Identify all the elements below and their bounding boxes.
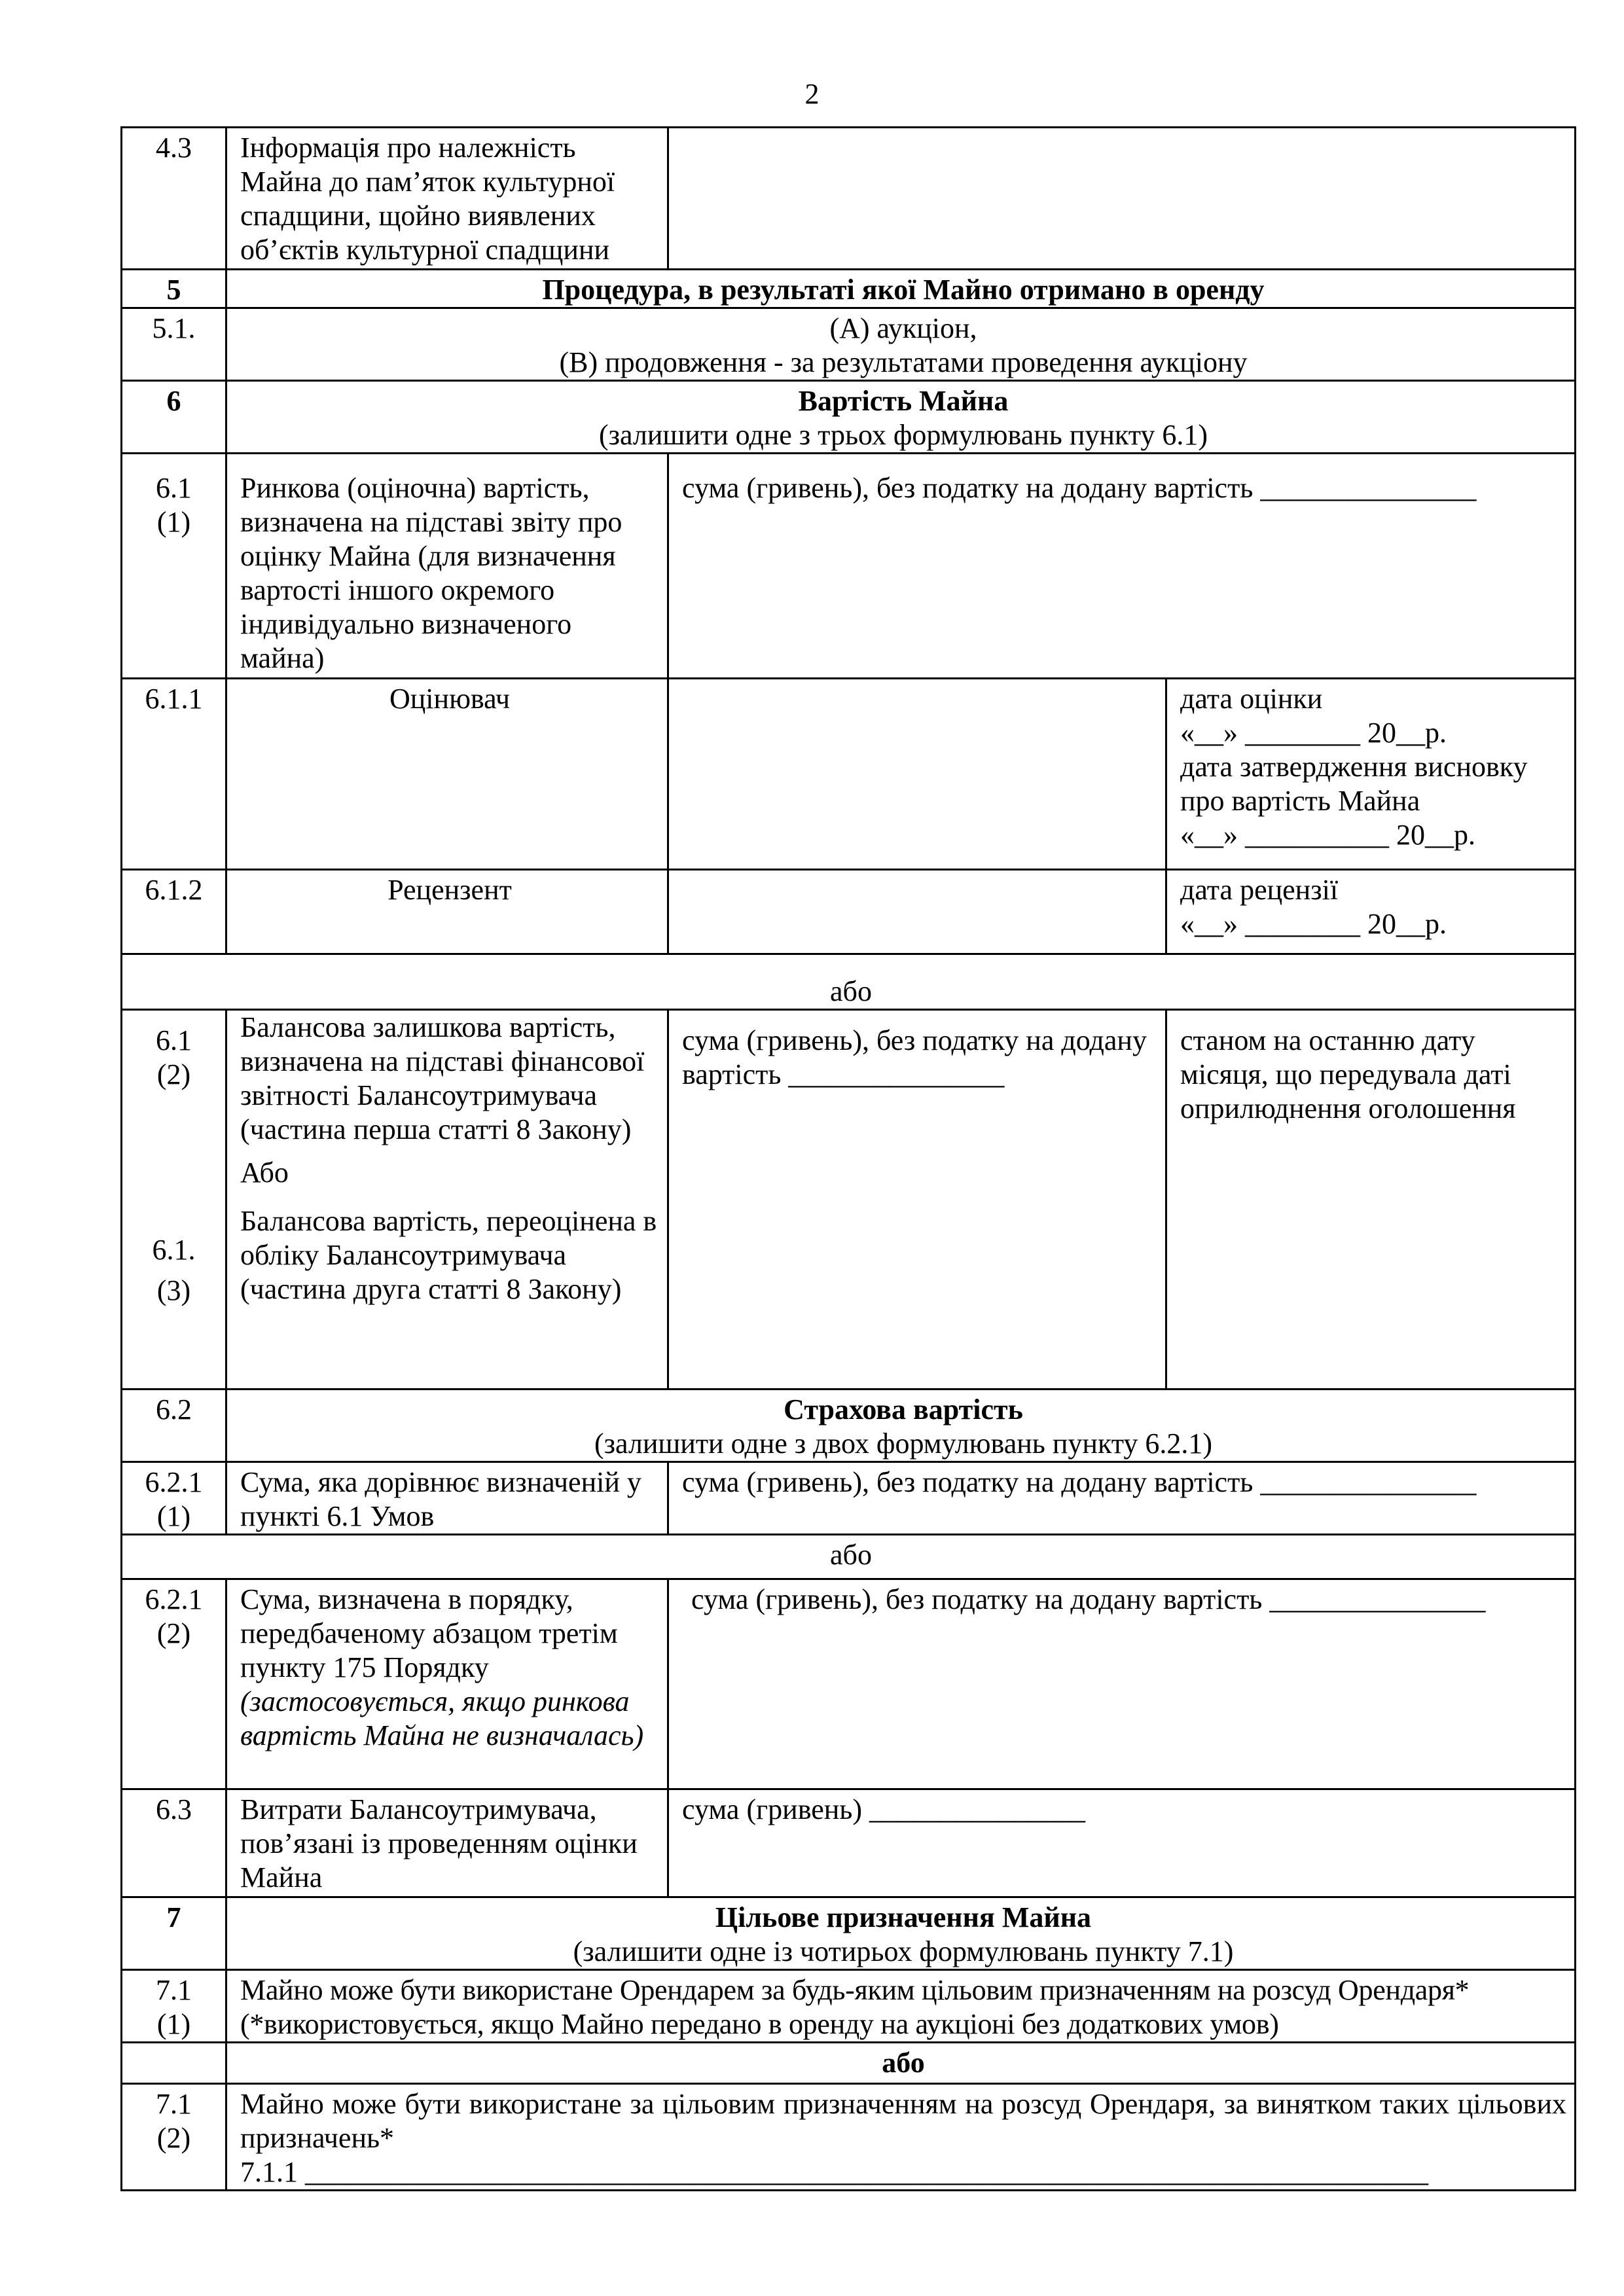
row-6-1-2-option [122, 1010, 1576, 1390]
row-4-3 [122, 128, 1576, 270]
row-label: Ринкова (оціночна) вартість, визначена на підставі звіту про оцінку Майна (для визначення вартості іншого окремого індивідуально визначеного майна) [226, 454, 668, 679]
section-note: (залишити одне із чотирьох формулювань пункту 7.1) [573, 1935, 1234, 1967]
row-number: 7 [122, 1897, 226, 1970]
row-number: 6.3 [122, 1789, 226, 1897]
row-7-1-option-2 [122, 2084, 1576, 2191]
section-title: Процедура, в результаті якої Майно отримано в оренду [226, 270, 1576, 308]
row-number: 6.1 [156, 1024, 192, 1056]
date-field[interactable]: «__» ________ 20__р. [1180, 908, 1447, 940]
row-6-2 [122, 1390, 1576, 1462]
row-6-1-1-option [122, 454, 1576, 679]
row-number: 6.2.1 [145, 1466, 203, 1498]
row-subnumber: (2) [156, 1058, 191, 1090]
row-label: Сума, яка дорівнює визначеній у пункті 6.1 Умов [226, 1462, 668, 1535]
option-note: (*використовується, якщо Майно передано в оренду на аукціоні без додаткових умов) [240, 2008, 1279, 2040]
date-label: дата оцінки [1180, 683, 1323, 715]
row-subnumber: (1) [156, 506, 191, 538]
date-field[interactable]: «__» ________ 20__р. [1180, 717, 1447, 749]
or-label: або [226, 2043, 1576, 2084]
or-label: або [122, 1535, 1576, 1579]
row-6-1-1 [122, 679, 1576, 870]
row-label: Балансова залишкова вартість, визначена на підставі фінансової звітності Балансоутримувача (частина перша статті 8 Закону) [240, 1011, 645, 1145]
section-title: Цільове призначення Майна [715, 1901, 1092, 1933]
row-5 [122, 270, 1576, 308]
section-title: Вартість Майна [798, 385, 1009, 417]
page-number: 2 [804, 78, 820, 110]
row-or [122, 954, 1576, 1010]
row-number: 5.1. [122, 308, 226, 381]
row-subnumber: (1) [156, 1500, 191, 1532]
row-label: Балансова вартість, переоцінена в обліку Балансоутримувача (частина друга статті 8 Закону) [240, 1205, 657, 1305]
row-value [668, 128, 1576, 270]
value-field[interactable]: сума (гривень) _______________ [668, 1789, 1576, 1897]
section-note: (залишити одне з трьох формулювань пункту 6.1) [598, 419, 1208, 451]
option-text: Майно може бути використане Орендарем за будь-яким цільовим призначенням на розсуд Орендаря* [240, 1974, 1470, 2006]
conditions-table [120, 126, 1576, 2191]
section-title: Страхова вартість [784, 1393, 1023, 1426]
value-field[interactable]: сума (гривень), без податку на додану вартість _______________ [668, 1579, 1576, 1789]
row-number: 6.2.1 [145, 1583, 203, 1615]
row-7 [122, 1897, 1576, 1970]
row-number: 6.1.1 [122, 679, 226, 870]
row-6-3 [122, 1789, 1576, 1897]
row-6-2-1-option-2 [122, 1579, 1576, 1789]
or-label: Або [240, 1157, 289, 1189]
reviewer-field[interactable] [668, 870, 1166, 954]
row-label: Витрати Балансоутримувача, пов’язані із проведенням оцінки Майна [226, 1789, 668, 1897]
date-label: дата затвердження висновку про вартість Майна [1180, 751, 1528, 817]
row-label: Сума, визначена в порядку, передбаченому абзацом третім пункту 175 Порядку [240, 1583, 618, 1683]
row-number: 6.2 [122, 1390, 226, 1462]
or-label: або [122, 954, 1576, 1010]
row-label: Оцінювач [226, 679, 668, 870]
row-7-1-option-1 [122, 1970, 1576, 2043]
value-field[interactable]: сума (гривень), без податку на додану вартість _______________ [668, 1010, 1166, 1390]
row-number: 6 [122, 381, 226, 454]
option-extension: (В) продовження - за результатами проведення аукціону [559, 346, 1248, 378]
value-field[interactable]: сума (гривень), без податку на додану вартість _______________ [668, 454, 1576, 679]
row-5-1 [122, 308, 1576, 381]
row-or [122, 2043, 1576, 2084]
row-label-note: (застосовується, якщо ринкова вартість Майна не визначалась) [240, 1685, 644, 1751]
appraiser-field[interactable] [668, 679, 1166, 870]
row-number: 6.1 [156, 472, 192, 504]
row-6 [122, 381, 1576, 454]
row-number: 7.1 [156, 1974, 192, 2006]
row-subnumber: (2) [156, 2122, 191, 2154]
row-number: 6.1. [152, 1234, 196, 1266]
value-field[interactable]: сума (гривень), без податку на додану вартість _______________ [668, 1462, 1576, 1535]
row-number: 6.1.2 [122, 870, 226, 954]
row-6-1-2 [122, 870, 1576, 954]
option-text: Майно може бути використане за цільовим призначенням на розсуд Орендаря, за винятком таких цільових призначень* [240, 2088, 1566, 2154]
row-subnumber: (1) [156, 2008, 191, 2040]
row-6-2-1-option [122, 1462, 1576, 1535]
row-subnumber: (2) [156, 1617, 191, 1649]
row-or [122, 1535, 1576, 1579]
row-label: Рецензент [226, 870, 668, 954]
date-note: станом на останню дату місяця, що передувала даті оприлюднення оголошення [1166, 1010, 1576, 1390]
date-label: дата рецензії [1180, 874, 1339, 906]
row-subnumber: (3) [156, 1274, 191, 1306]
row-number: 7.1 [156, 2088, 192, 2120]
section-note: (залишити одне з двох формулювань пункту 6.2.1) [594, 1427, 1213, 1460]
row-number: 4.3 [122, 128, 226, 270]
row-number: 5 [122, 270, 226, 308]
date-field[interactable]: «__» __________ 20__р. [1180, 819, 1475, 851]
row-label: Інформація про належність Майна до пам’яток культурної спадщини, щойно виявлених об’єктів культурної спадщини [226, 128, 668, 270]
purpose-field[interactable]: 7.1.1 ______________________________________________________________________________ [240, 2156, 1428, 2188]
option-auction: (А) аукціон, [829, 312, 977, 344]
